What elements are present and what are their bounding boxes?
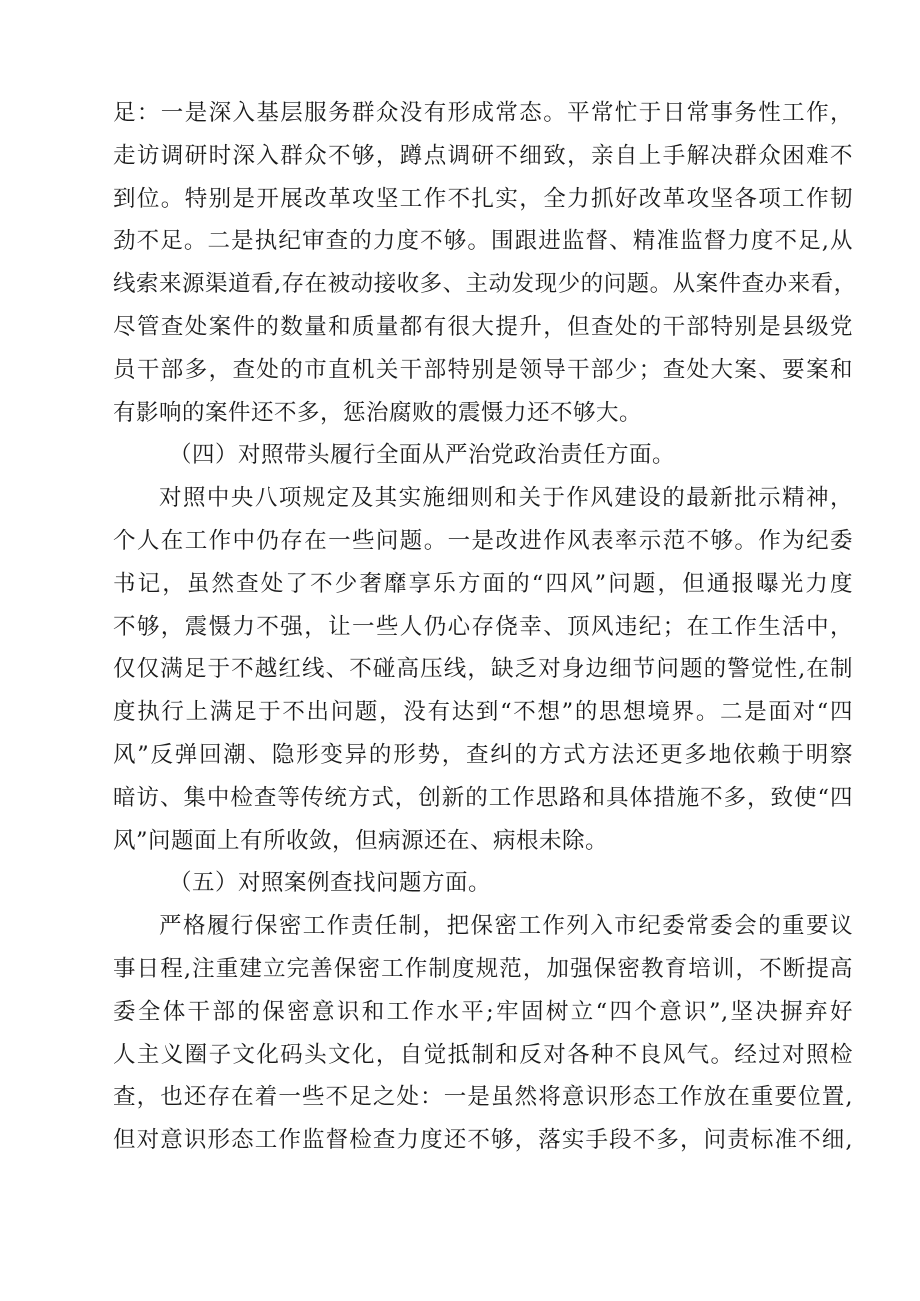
text-line: 委全体干部的保密意识和工作水平;牢固树立“四个意识”,坚决摒弃好 — [113, 998, 853, 1025]
text-line: 但对意识形态工作监督检查力度还不够，落实手段不多，问责标准不细, — [113, 1127, 853, 1154]
text-line: 到位。特别是开展改革攻坚工作不扎实，全力抓好改革攻坚各项工作韧 — [113, 185, 853, 212]
text-line: 劲不足。二是执纪审查的力度不够。围跟进监督、精准监督力度不足,从 — [113, 228, 853, 255]
text-line: 书记，虽然查处了不少奢靡享乐方面的“四风”问题，但通报曝光力度 — [113, 570, 853, 597]
text-line: 足：一是深入基层服务群众没有形成常态。平常忙于日常事务性工作， — [113, 100, 853, 126]
text-line: 仅仅满足于不越红线、不碰高压线，缺乏对身边细节问题的警觉性,在制 — [113, 656, 853, 683]
section-heading: （五）对照案例查找问题方面。 — [169, 870, 492, 897]
text-line: 暗访、集中检查等传统方式，创新的工作思路和具体措施不多，致使“四 — [113, 784, 853, 811]
text-line: 不够，震慑力不强，让一些人仍心存侥幸、顶风违纪；在工作生活中， — [113, 613, 853, 640]
text-line: 员干部多，查处的市直机关干部特别是领导干部少；查处大案、要案和 — [113, 356, 853, 383]
text-line: 走访调研时深入群众不够，蹲点调研不细致，亲自上手解决群众困难不 — [113, 142, 853, 169]
text-line: 风”问题面上有所收敛，但病源还在、病根未除。 — [113, 827, 609, 854]
document-body — [113, 92, 857, 1162]
text-line: 风”反弹回潮、隐形变异的形势，查纠的方式方法还更多地依赖于明察 — [113, 741, 853, 768]
text-line: 有影响的案件还不多，惩治腐败的震慑力还不够大。 — [113, 399, 643, 426]
text-line: 度执行上满足于不出问题，没有达到“不想”的思想境界。二是面对“四 — [113, 699, 853, 726]
section-heading: （四）对照带头履行全面从严治党政治责任方面。 — [169, 442, 676, 469]
text-line: 事日程,注重建立完善保密工作制度规范，加强保密教育培训，不断提高 — [113, 955, 853, 982]
text-line: 严格履行保密工作责任制，把保密工作列入市纪委常委会的重要议 — [159, 913, 853, 940]
text-line: 查，也还存在着一些不足之处：一是虽然将意识形态工作放在重要位置, — [113, 1084, 853, 1111]
text-line: 对照中央八项规定及其实施细则和关于作风建设的最新批示精神， — [159, 485, 853, 512]
text-line: 个人在工作中仍存在一些问题。一是改进作风表率示范不够。作为纪委 — [113, 527, 853, 554]
text-line: 人主义圈子文化码头文化，自觉抵制和反对各种不良风气。经过对照检 — [113, 1041, 853, 1068]
text-line: 线索来源渠道看,存在被动接收多、主动发现少的问题。从案件查办来看， — [113, 271, 857, 298]
text-line: 尽管查处案件的数量和质量都有很大提升，但查处的干部特别是县级党 — [113, 313, 853, 340]
